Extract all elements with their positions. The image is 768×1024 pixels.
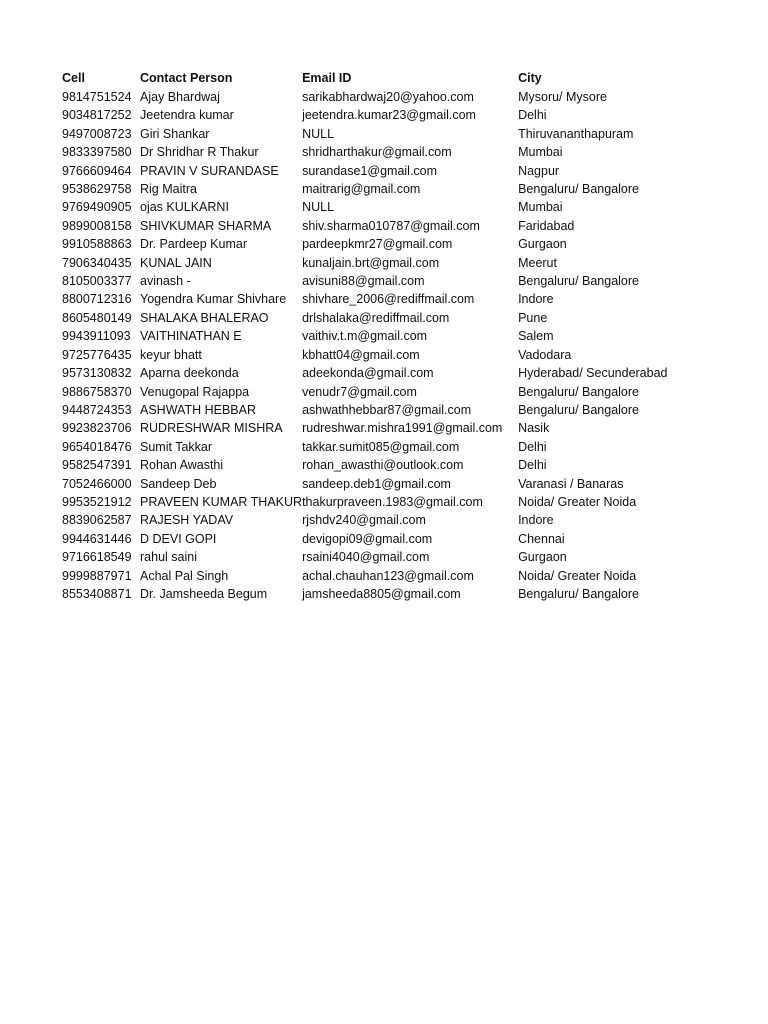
cell-number: 9448724353 xyxy=(62,402,132,417)
header-city: City xyxy=(518,70,542,85)
header-email-id: Email ID xyxy=(302,70,352,85)
email-id: drlshalaka@rediffmail.com xyxy=(302,310,450,325)
city: Noida/ Greater Noida xyxy=(518,568,637,583)
table-row xyxy=(62,327,698,345)
table-row xyxy=(62,585,698,603)
table-row xyxy=(62,383,698,401)
table-row xyxy=(62,567,698,585)
city: Faridabad xyxy=(518,218,575,233)
contact-person: PRAVEEN KUMAR THAKUR xyxy=(140,494,303,509)
city: Nasik xyxy=(518,421,550,436)
city: Mysoru/ Mysore xyxy=(518,90,607,104)
header-row xyxy=(62,68,698,88)
table-row xyxy=(62,125,698,143)
cell-number: 9769490905 xyxy=(62,200,132,215)
contact-person: PRAVIN V SURANDASE xyxy=(140,163,279,178)
cell-number: 9944631446 xyxy=(62,531,132,546)
city: Delhi xyxy=(518,458,547,473)
email-id: rohan_awasthi@outlook.com xyxy=(302,458,464,473)
city: Pune xyxy=(518,310,548,325)
contact-person: avinash - xyxy=(140,274,191,289)
contact-person: VAITHINATHAN E xyxy=(140,329,242,344)
email-id: ashwathhebbar87@gmail.com xyxy=(302,402,472,417)
city: Mumbai xyxy=(518,200,563,215)
header-cell: Cell xyxy=(62,70,85,85)
contact-person: Dr Shridhar R Thakur xyxy=(140,145,259,160)
cell-number: 9538629758 xyxy=(62,182,132,197)
table-row xyxy=(62,364,698,382)
table-row xyxy=(62,548,698,566)
table-row xyxy=(62,401,698,419)
city: Delhi xyxy=(518,439,547,454)
cell-number: 9899008158 xyxy=(62,218,132,233)
contact-person: D DEVI GOPI xyxy=(140,531,217,546)
email-id: rjshdv240@gmail.com xyxy=(302,513,426,528)
city: Salem xyxy=(518,329,554,344)
contact-person: Yogendra Kumar Shivhare xyxy=(140,292,287,307)
city: Vadodara xyxy=(518,347,572,362)
table-row xyxy=(62,511,698,529)
email-id: NULL xyxy=(302,200,335,215)
cell-number: 9497008723 xyxy=(62,126,132,141)
table-row xyxy=(62,180,698,198)
cell-number: 9833397580 xyxy=(62,145,132,160)
city: Chennai xyxy=(518,531,565,546)
cell-number: 9923823706 xyxy=(62,421,132,436)
email-id: shiv.sharma010787@gmail.com xyxy=(302,218,480,233)
table-row xyxy=(62,254,698,272)
contact-person: ojas KULKARNI xyxy=(140,200,229,215)
city: Meerut xyxy=(518,255,557,270)
city: Bengaluru/ Bangalore xyxy=(518,384,640,399)
email-id: venudr7@gmail.com xyxy=(302,384,417,399)
city: Gurgaon xyxy=(518,237,567,252)
city: Thiruvananthapuram xyxy=(518,126,634,141)
cell-number: 9034817252 xyxy=(62,108,132,123)
email-id: rudreshwar.mishra1991@gmail.com xyxy=(302,421,503,436)
cell-number: 9573130832 xyxy=(62,366,132,381)
email-id: achal.chauhan123@gmail.com xyxy=(302,568,474,583)
city: Indore xyxy=(518,513,554,528)
table-row xyxy=(62,106,698,124)
table-body xyxy=(62,88,698,603)
cell-number: 9910588863 xyxy=(62,237,132,252)
contact-person: KUNAL JAIN xyxy=(140,255,212,270)
contact-person: Achal Pal Singh xyxy=(140,568,229,583)
email-id: shivhare_2006@rediffmail.com xyxy=(302,292,475,307)
table-row xyxy=(62,493,698,511)
contact-person: SHALAKA BHALERAO xyxy=(140,310,269,325)
contact-person: Aparna deekonda xyxy=(140,366,239,381)
contact-person: Giri Shankar xyxy=(140,126,210,141)
cell-number: 8800712316 xyxy=(62,292,132,307)
table-row xyxy=(62,198,698,216)
table-row xyxy=(62,438,698,456)
email-id: shridharthakur@gmail.com xyxy=(302,145,452,160)
city: Bengaluru/ Bangalore xyxy=(518,586,640,601)
email-id: avisuni88@gmail.com xyxy=(302,274,425,289)
cell-number: 8105003377 xyxy=(62,274,132,289)
contact-person: keyur bhatt xyxy=(140,347,202,362)
contact-person: Rohan Awasthi xyxy=(140,458,224,473)
city: Delhi xyxy=(518,108,547,123)
email-id: kbhatt04@gmail.com xyxy=(302,347,420,362)
cell-number: 9886758370 xyxy=(62,384,132,399)
cell-number: 8605480149 xyxy=(62,310,132,325)
city: Bengaluru/ Bangalore xyxy=(518,182,640,197)
contacts-table xyxy=(62,68,698,603)
email-id: maitrarig@gmail.com xyxy=(302,182,421,197)
email-id: vaithiv.t.m@gmail.com xyxy=(302,329,428,344)
table-row xyxy=(62,456,698,474)
contact-person: Dr. Pardeep Kumar xyxy=(140,237,247,252)
cell-number: 9999887971 xyxy=(62,568,132,583)
header-contact-person: Contact Person xyxy=(140,70,233,85)
cell-number: 9814751524 xyxy=(62,90,132,104)
table-row xyxy=(62,143,698,161)
cell-number: 9654018476 xyxy=(62,439,132,454)
email-id: pardeepkmr27@gmail.com xyxy=(302,237,453,252)
cell-number: 8553408871 xyxy=(62,586,132,601)
table-row xyxy=(62,88,698,106)
contact-person: RUDRESHWAR MISHRA xyxy=(140,421,283,436)
city: Noida/ Greater Noida xyxy=(518,494,637,509)
table-row xyxy=(62,217,698,235)
contact-person: SHIVKUMAR SHARMA xyxy=(140,218,272,233)
cell-number: 8839062587 xyxy=(62,513,132,528)
cell-number: 9582547391 xyxy=(62,458,132,473)
email-id: jamsheeda8805@gmail.com xyxy=(302,586,461,601)
table-row xyxy=(62,530,698,548)
city: Gurgaon xyxy=(518,550,567,565)
email-id: kunaljain.brt@gmail.com xyxy=(302,255,440,270)
email-id: jeetendra.kumar23@gmail.com xyxy=(302,108,476,123)
table-row xyxy=(62,475,698,493)
cell-number: 7052466000 xyxy=(62,476,132,491)
email-id: adeekonda@gmail.com xyxy=(302,366,434,381)
contact-person: rahul saini xyxy=(140,550,197,565)
city: Varanasi / Banaras xyxy=(518,476,624,491)
table-row xyxy=(62,309,698,327)
table-row xyxy=(62,290,698,308)
contact-person: Rig Maitra xyxy=(140,182,197,197)
city: Mumbai xyxy=(518,145,563,160)
cell-number: 9725776435 xyxy=(62,347,132,362)
cell-number: 9766609464 xyxy=(62,163,132,178)
city: Bengaluru/ Bangalore xyxy=(518,402,640,417)
city: Nagpur xyxy=(518,163,560,178)
email-id: devigopi09@gmail.com xyxy=(302,531,433,546)
contact-person: Venugopal Rajappa xyxy=(140,384,250,399)
email-id: thakurpraveen.1983@gmail.com xyxy=(302,494,483,509)
cell-number: 7906340435 xyxy=(62,255,132,270)
table-header xyxy=(62,68,698,88)
contact-person: Ajay Bhardwaj xyxy=(140,90,220,104)
email-id: NULL xyxy=(302,126,335,141)
contact-person: Sandeep Deb xyxy=(140,476,217,491)
email-id: surandase1@gmail.com xyxy=(302,163,438,178)
contact-person: Jeetendra kumar xyxy=(140,108,234,123)
email-id: sarikabhardwaj20@yahoo.com xyxy=(302,90,474,104)
city: Bengaluru/ Bangalore xyxy=(518,274,640,289)
table-row xyxy=(62,419,698,437)
city: Hyderabad/ Secunderabad xyxy=(518,366,668,381)
table-row xyxy=(62,162,698,180)
email-id: takkar.sumit085@gmail.com xyxy=(302,439,460,454)
table-row xyxy=(62,346,698,364)
contact-person: RAJESH YADAV xyxy=(140,513,234,528)
email-id: sandeep.deb1@gmail.com xyxy=(302,476,451,491)
contact-person: Sumit Takkar xyxy=(140,439,213,454)
email-id: rsaini4040@gmail.com xyxy=(302,550,430,565)
contact-person: Dr. Jamsheeda Begum xyxy=(140,586,268,601)
contact-person: ASHWATH HEBBAR xyxy=(140,402,256,417)
cell-number: 9943911093 xyxy=(62,329,131,344)
table-row xyxy=(62,235,698,253)
cell-number: 9716618549 xyxy=(62,550,132,565)
city: Indore xyxy=(518,292,554,307)
table-row xyxy=(62,272,698,290)
cell-number: 9953521912 xyxy=(62,494,132,509)
